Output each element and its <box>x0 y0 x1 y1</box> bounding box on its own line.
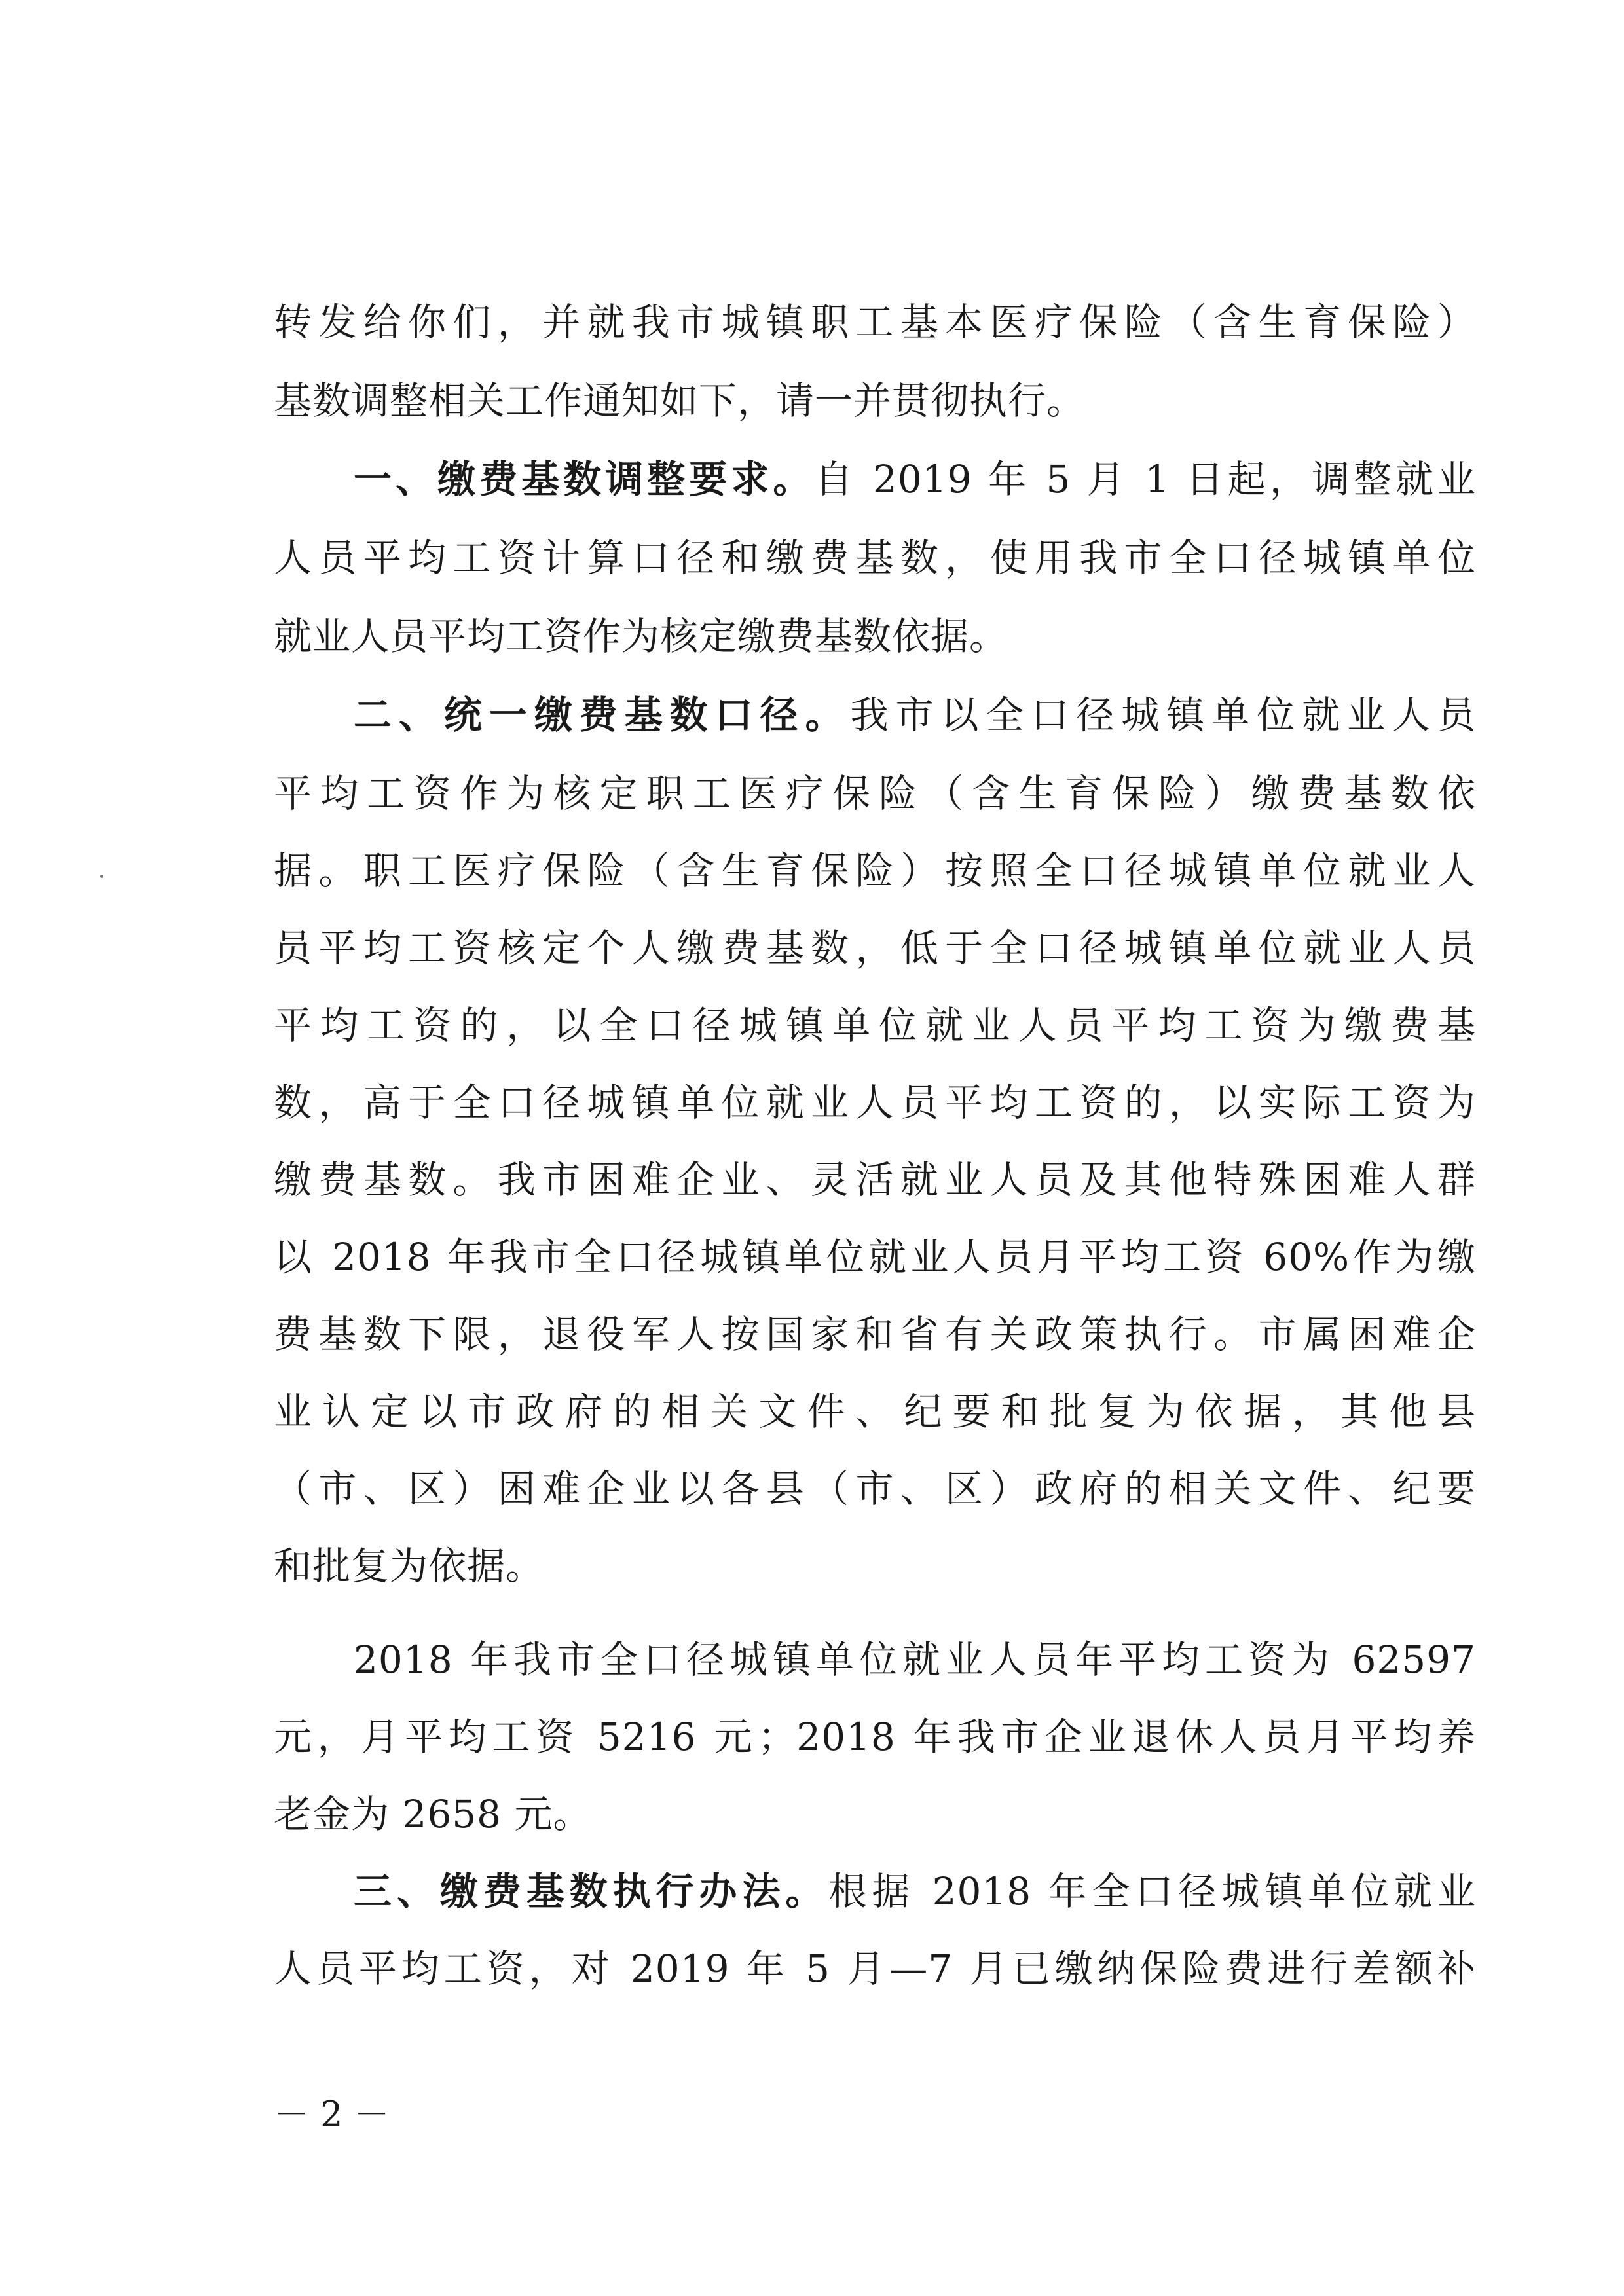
text-line-13: 以 2018 年我市全口径城镇单位就业人员月平均工资 60%作为缴 <box>274 1235 1476 1279</box>
text-line-4: 人员平均工资计算口径和缴费基数，使用我市全口径城镇单位 <box>274 536 1476 580</box>
section-text-3: 根据 2018 年全口径城镇单位就业 <box>828 1869 1476 1914</box>
text-line-20: 老金为 2658 元。 <box>274 1792 592 1836</box>
text-line-18: 2018 年我市全口径城镇单位就业人员年平均工资为 62597 <box>354 1637 1476 1682</box>
text-line-5: 就业人员平均工资作为核定缴费基数依据。 <box>274 614 1008 659</box>
section-3-line <box>354 1862 1476 1921</box>
section-text-2: 我市以全口径城镇单位就业人员 <box>850 693 1476 737</box>
text-line-17: 和批复为依据。 <box>274 1544 545 1588</box>
text-line-8: 据。职工医疗保险（含生育保险）按照全口径城镇单位就业人 <box>274 848 1476 893</box>
text-line-9: 员平均工资核定个人缴费基数，低于全口径城镇单位就业人员 <box>274 926 1476 970</box>
text-line-15: 业认定以市政府的相关文件、纪要和批复为依据，其他县 <box>274 1389 1476 1434</box>
section-heading-1: 一、缴费基数调整要求。 <box>354 457 815 501</box>
section-1-line <box>354 450 1476 509</box>
text-line-7: 平均工资作为核定职工医疗保险（含生育保险）缴费基数依 <box>274 771 1476 816</box>
text-line-16: （市、区）困难企业以各县（市、区）政府的相关文件、纪要 <box>274 1467 1476 1511</box>
section-heading-2: 二、统一缴费基数口径。 <box>354 693 851 737</box>
section-2-line <box>354 685 1476 744</box>
text-line-2: 基数调整相关工作通知如下，请一并贯彻执行。 <box>274 378 1086 423</box>
text-line-11: 数，高于全口径城镇单位就业人员平均工资的，以实际工资为 <box>274 1080 1476 1125</box>
section-heading-3: 三、缴费基数执行办法。 <box>354 1869 829 1914</box>
page-number: － 2 － <box>274 2094 390 2135</box>
text-line-10: 平均工资的，以全口径城镇单位就业人员平均工资为缴费基 <box>274 1003 1476 1048</box>
text-line-22: 人员平均工资，对 2019 年 5 月—7 月已缴纳保险费进行差额补 <box>274 1946 1476 1991</box>
scan-speck <box>100 875 103 878</box>
text-line-19: 元，月平均工资 5216 元；2018 年我市企业退休人员月平均养 <box>274 1715 1476 1759</box>
text-line-1: 转发给你们，并就我市城镇职工基本医疗保险（含生育保险） <box>274 300 1476 344</box>
text-line-14: 费基数下限，退役军人按国家和省有关政策执行。市属困难企 <box>274 1312 1476 1357</box>
section-text-1: 自 2019 年 5 月 1 日起，调整就业 <box>815 457 1476 501</box>
text-line-12: 缴费基数。我市困难企业、灵活就业人员及其他特殊困难人群 <box>274 1157 1476 1202</box>
